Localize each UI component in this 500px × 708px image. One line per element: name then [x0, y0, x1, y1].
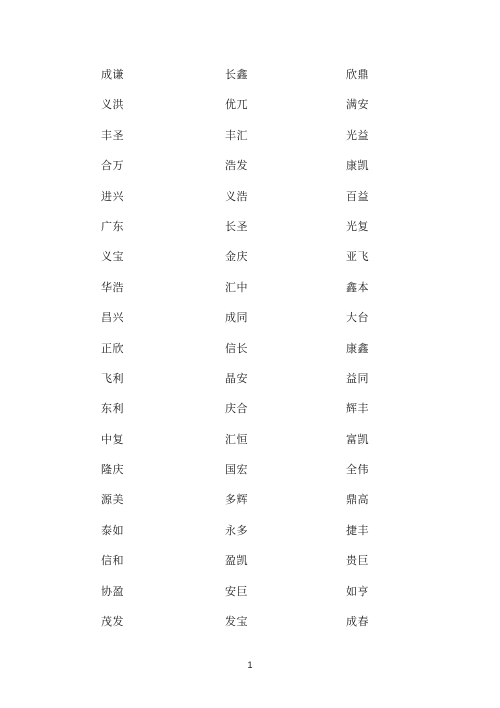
name-cell: 如亨 — [346, 584, 369, 598]
name-cell: 多辉 — [225, 493, 248, 507]
name-cell: 康凯 — [346, 159, 369, 173]
name-cell: 成春 — [346, 615, 369, 629]
name-cell: 丰圣 — [101, 128, 124, 142]
name-cell: 长鑫 — [225, 68, 248, 81]
name-cell: 全伟 — [346, 463, 369, 477]
name-cell: 昌兴 — [101, 311, 124, 325]
name-cell: 长圣 — [225, 219, 248, 233]
name-cell: 信和 — [101, 554, 124, 568]
name-cell: 捷丰 — [346, 523, 369, 537]
name-cell: 鑫本 — [346, 280, 369, 294]
page-number: 1 — [247, 660, 253, 670]
name-cell: 义宝 — [101, 250, 124, 264]
name-cell: 汇中 — [225, 280, 248, 294]
name-cell: 合万 — [101, 159, 124, 173]
name-cell: 富凯 — [346, 432, 369, 446]
name-cell: 永多 — [225, 523, 248, 537]
name-cell: 成同 — [225, 311, 248, 325]
name-cell: 贵巨 — [346, 554, 369, 568]
name-cell: 鼎高 — [346, 493, 369, 507]
name-cell: 成谦 — [101, 68, 124, 81]
name-cell: 飞利 — [101, 371, 124, 385]
name-cell: 源美 — [101, 493, 124, 507]
name-cell: 光复 — [346, 219, 369, 233]
name-cell: 大台 — [346, 311, 369, 325]
name-cell: 义洪 — [101, 98, 124, 112]
name-cell: 协盈 — [101, 584, 124, 598]
name-cell: 安巨 — [225, 584, 248, 598]
name-cell: 优兀 — [225, 98, 248, 112]
name-cell: 信长 — [225, 341, 248, 355]
name-cell: 庆合 — [225, 402, 248, 416]
name-cell: 发宝 — [225, 615, 248, 629]
name-cell: 百益 — [346, 189, 369, 203]
name-cell: 正欣 — [101, 341, 124, 355]
name-cell: 盈凯 — [225, 554, 248, 568]
name-cell: 益同 — [346, 371, 369, 385]
name-cell: 华浩 — [101, 280, 124, 294]
name-grid — [101, 68, 391, 645]
name-cell: 晶安 — [225, 371, 248, 385]
name-cell: 国宏 — [225, 463, 248, 477]
name-cell: 康鑫 — [346, 341, 369, 355]
name-cell: 辉丰 — [346, 402, 369, 416]
name-cell: 欣鼎 — [346, 68, 369, 81]
name-cell: 东利 — [101, 402, 124, 416]
name-cell: 汇恒 — [225, 432, 248, 446]
name-cell: 义浩 — [225, 189, 248, 203]
name-cell: 中复 — [101, 432, 124, 446]
name-cell: 满安 — [346, 98, 369, 112]
name-cell: 亚飞 — [346, 250, 369, 264]
name-cell: 进兴 — [101, 189, 124, 203]
name-cell: 泰如 — [101, 523, 124, 537]
name-cell: 金庆 — [225, 250, 248, 264]
name-cell: 光益 — [346, 128, 369, 142]
name-cell: 丰汇 — [225, 128, 248, 142]
name-cell: 广东 — [101, 219, 124, 233]
name-cell: 浩发 — [225, 159, 248, 173]
name-cell: 茂发 — [101, 615, 124, 629]
name-cell: 隆庆 — [101, 463, 124, 477]
